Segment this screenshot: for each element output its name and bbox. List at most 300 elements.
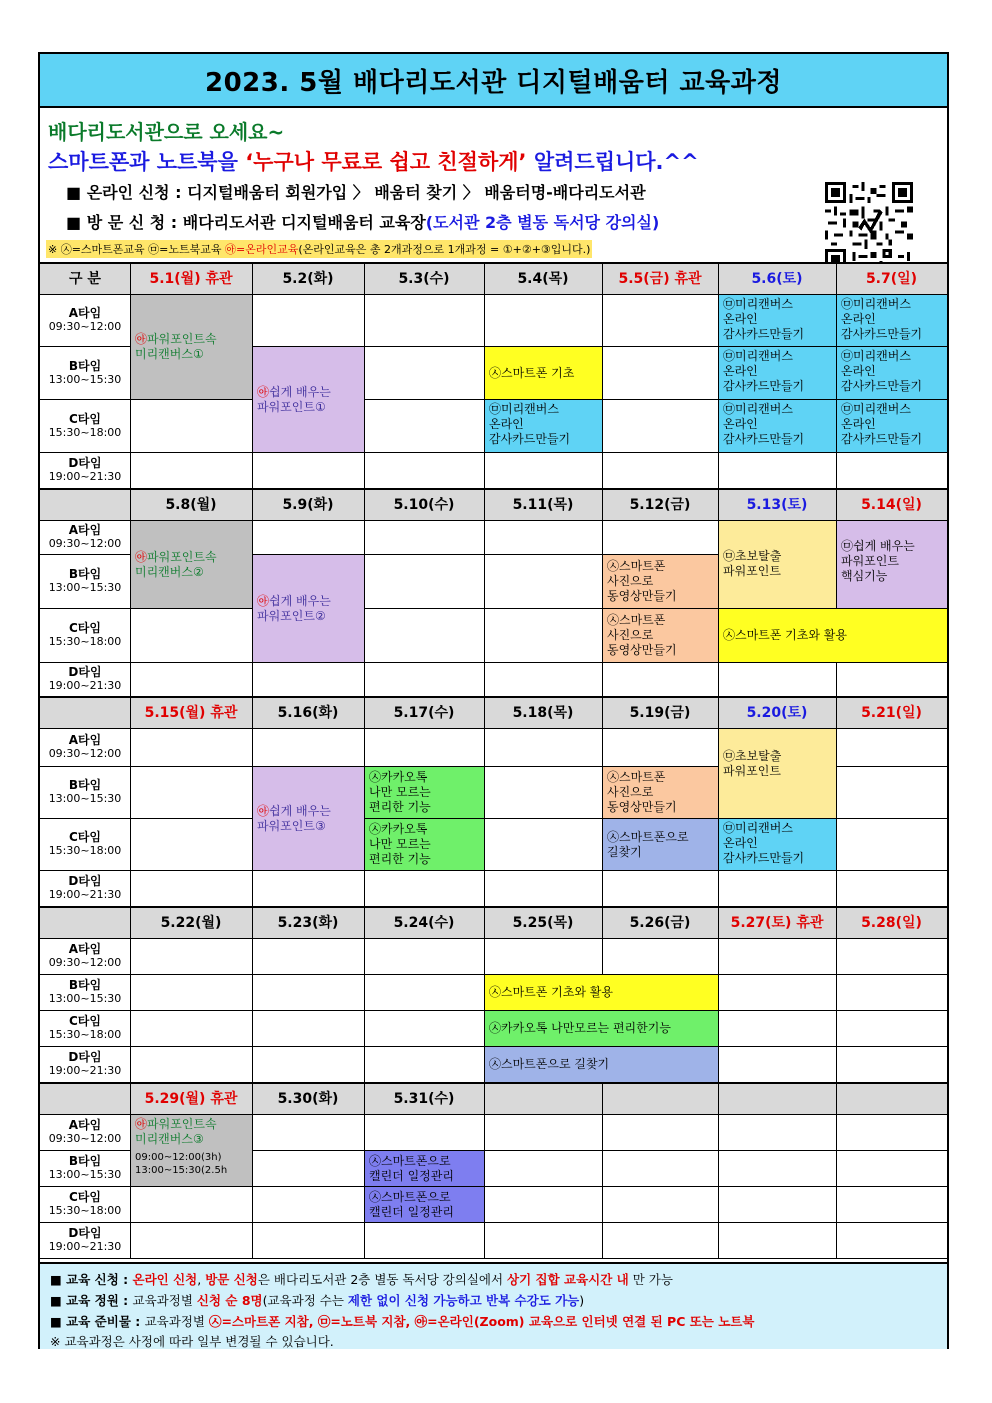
event-text: 미리캔버스②: [135, 564, 204, 579]
event-line: [257, 819, 360, 834]
day-header: 5.7(일): [865, 271, 918, 287]
event-kakao-wide: [484, 1010, 719, 1047]
event-line: [607, 613, 714, 628]
col-line: [836, 906, 837, 1082]
day-header: 5.26(금): [629, 915, 691, 931]
event-line: [841, 364, 943, 379]
event-text: 온라인: [489, 417, 524, 431]
page-title: 2023. 5월 배다리도서관 디지털배움터 교육과정: [40, 54, 947, 108]
event-line: [135, 1117, 248, 1132]
footer-capacity-repeat: 제한 없이 신청 가능하고 반복 수강도 가능: [347, 1293, 580, 1308]
event-text: 파워포인트②: [257, 608, 326, 623]
event-text: ㉦스마트폰: [607, 613, 666, 627]
day-header: 5.18(목): [512, 705, 574, 721]
online-apply-text: 디지털배움터 회원가입 〉 배움터 찾기 〉 배움터명-배다리도서관: [187, 183, 646, 202]
event-misa-card: [718, 294, 837, 347]
event-text: 온라인: [723, 836, 758, 850]
footer-capacity-end: ): [579, 1293, 585, 1308]
slot-time: 19:00~21:30: [48, 679, 122, 692]
event-text: 핵심기능: [841, 569, 888, 583]
event-text: 나만 모르는: [369, 785, 431, 799]
event-text: 캘린더 일정관리: [369, 1168, 454, 1183]
event-text: 편리한 기능: [369, 800, 431, 814]
footer-materials-items: ㉦=스마트폰 지참, ㉤=노트북 지참, ㉵=온라인(Zoom) 교육으로 인터넷 연결 된 PC 또는 노트북: [208, 1314, 755, 1329]
event-line: [369, 1205, 480, 1220]
day-header: 5.25(목): [512, 915, 574, 931]
col-line: [836, 1082, 837, 1258]
welcome-text: 배다리도서관으로 오세요~: [48, 120, 285, 144]
event-line: [841, 297, 943, 312]
footer-apply-mid: 은 배다리도서관 2층 별동 독서당 강의실에서: [257, 1272, 508, 1287]
event-text: 쉽게 배우는: [269, 384, 331, 399]
event-text: ㉦스마트폰 기초와 활용: [723, 628, 847, 642]
event-text: ㉦카카오톡: [369, 822, 428, 836]
event-ppt-misa-3: [130, 1114, 253, 1187]
time-slot-label: [40, 1222, 130, 1258]
event-text: ㉦스마트폰: [607, 559, 666, 573]
event-text: ㉤미리캔버스: [723, 349, 793, 363]
event-line: [723, 749, 832, 764]
event-line: [257, 804, 360, 819]
slot-name: B타임: [68, 978, 102, 992]
visit-apply-label: ■ 방 문 신 청 :: [66, 213, 183, 232]
event-note: [135, 1164, 248, 1177]
event-ppt-easy-1: [252, 346, 365, 453]
event-line: [369, 1154, 480, 1169]
tagline-quote: ‘누구나 무료로 쉽고 친절하게’: [245, 150, 527, 174]
day-header: 5.5(금) 휴관: [618, 271, 702, 287]
slot-time: 13:00~15:30: [48, 372, 122, 386]
event-text: 온라인: [841, 312, 876, 326]
event-line: [135, 332, 248, 347]
event-line: [257, 385, 360, 400]
event-text: 온라인: [723, 364, 758, 378]
col-line: [718, 1082, 719, 1258]
tagline-post: 알려드립니다.^^: [526, 150, 699, 174]
time-slot-label: [40, 1010, 130, 1046]
footer-capacity-count: 신청 순 8명: [196, 1293, 263, 1308]
event-line: [607, 643, 714, 658]
event-note: [135, 1151, 248, 1164]
day-header: [602, 1082, 718, 1114]
online-mark-icon: ㉵: [135, 549, 148, 564]
event-text: 파워포인트속: [147, 549, 217, 564]
day-header: 5.31(수): [393, 1091, 455, 1107]
day-header: [484, 1082, 602, 1114]
event-line: [841, 379, 943, 394]
day-header: 5.3(수): [398, 271, 450, 287]
time-slot-label: [40, 728, 130, 766]
footer-apply: [50, 1270, 673, 1288]
time-slot-label: [40, 870, 130, 906]
time-slot-label: [40, 520, 130, 554]
event-line: [607, 559, 714, 574]
slot-time: 13:00~15:30: [48, 992, 122, 1005]
event-text: 파워포인트속: [147, 332, 217, 346]
footer-notes: [40, 1262, 947, 1349]
event-text: 동영상만들기: [607, 643, 677, 657]
legend-pre: ※ ㉦=스마트폰교육 ㉤=노트북교육: [48, 243, 226, 256]
event-text: ㉤미리캔버스: [841, 402, 911, 416]
slot-name: B타임: [68, 1154, 102, 1168]
event-text: 파워포인트①: [257, 399, 326, 414]
event-line: [841, 312, 943, 327]
event-line: [723, 402, 832, 417]
event-smart-calendar: [364, 1150, 485, 1187]
event-line: [369, 800, 480, 815]
event-text: 사진으로: [607, 574, 654, 588]
time-slot-label: [40, 974, 130, 1010]
col-line: [130, 696, 131, 906]
slot-name: A타임: [68, 306, 102, 320]
event-smart-photo: [602, 608, 719, 663]
footer-online-apply: 온라인 신청: [132, 1272, 198, 1287]
event-misa-card: [836, 346, 948, 400]
visit-apply: [66, 210, 659, 233]
event-line: [489, 366, 598, 381]
day-header: 5.29(월) 휴관: [144, 1091, 238, 1107]
time-slot-label: [40, 938, 130, 974]
day-header: 5.8(월): [165, 497, 217, 513]
event-text: 미리캔버스①: [135, 347, 204, 361]
event-line: [607, 800, 714, 815]
slot-name: B타임: [68, 778, 102, 792]
event-kakao: [364, 766, 485, 819]
day-header: 5.15(월) 휴관: [144, 705, 238, 721]
event-smart-photo: [602, 766, 719, 819]
header-line: [40, 938, 947, 939]
slot-time: 13:00~15:30: [48, 581, 122, 594]
event-text: ㉤미리캔버스: [841, 297, 911, 311]
online-apply-label: ■ 온라인 신청 :: [66, 183, 188, 202]
footer-capacity-mid2: (교육과정 수는: [262, 1293, 348, 1308]
event-text: 쉽게 배우는: [269, 593, 331, 608]
event-smart-basic-use: [484, 974, 719, 1011]
footer-capacity-mid: 교육과정별: [132, 1293, 197, 1308]
online-mark-icon: ㉵: [135, 332, 148, 346]
time-slot-label: [40, 1186, 130, 1222]
day-header: 5.1(월) 휴관: [149, 271, 233, 287]
event-line: [135, 1132, 248, 1147]
event-line: [135, 347, 248, 362]
event-text: 09:00~12:00(3h): [135, 1152, 222, 1163]
event-line: [841, 569, 943, 584]
event-text: ㉤쉽게 배우는: [841, 539, 915, 553]
slot-time: 09:30~12:00: [48, 1132, 122, 1145]
slot-time: 15:30~18:00: [48, 1204, 122, 1217]
event-misa-card: [836, 294, 948, 347]
event-kakao: [364, 818, 485, 871]
schedule-poster: [38, 52, 949, 1349]
event-text: 감사카드만들기: [841, 379, 923, 393]
col-line: [484, 488, 485, 696]
event-misa-card: [718, 346, 837, 400]
event-text: ㉤미리캔버스: [723, 821, 793, 835]
event-smart-map: [602, 818, 719, 871]
event-line: [841, 432, 943, 447]
event-line: [257, 400, 360, 415]
event-text: ㉤미리캔버스: [723, 402, 793, 416]
event-line: [489, 432, 598, 447]
slot-name: C타임: [69, 411, 101, 426]
event-line: [489, 1057, 714, 1072]
event-line: [723, 628, 943, 643]
event-line: [723, 836, 832, 851]
event-text: 파워포인트속: [147, 1117, 217, 1131]
footer-disclaimer: ※ 교육과정은 사정에 따라 일부 변경될 수 있습니다.: [50, 1334, 334, 1349]
event-text: 파워포인트: [723, 764, 781, 778]
day-header: 5.21(일): [861, 705, 922, 721]
legend: [46, 240, 592, 258]
event-line: [369, 1169, 480, 1184]
event-text: 온라인: [841, 364, 876, 378]
event-line: [489, 417, 598, 432]
event-line: [369, 852, 480, 867]
event-text: 감사카드만들기: [841, 432, 923, 446]
slot-time: 09:30~12:00: [48, 956, 122, 969]
time-slot-label: [40, 554, 130, 608]
footer-sep: ,: [197, 1272, 206, 1287]
event-text: ㉤미리캔버스: [489, 402, 559, 416]
col-line: [364, 906, 365, 1082]
day-header: 5.28(일): [861, 915, 922, 931]
day-header: [718, 1082, 836, 1114]
event-text: ㉦스마트폰 기초와 활용: [489, 985, 613, 999]
event-text: 감사카드만들기: [723, 851, 805, 865]
day-header: 5.13(토): [746, 497, 808, 513]
event-line: [135, 550, 248, 565]
event-text: ㉦스마트폰: [607, 770, 666, 784]
event-easy-ppt-core: [836, 520, 948, 609]
footer-apply-end: 만 가능: [628, 1272, 673, 1287]
event-smart-basic-use: [718, 608, 948, 663]
corner-label: 구 분: [69, 271, 101, 287]
slot-time: 19:00~21:30: [48, 1064, 122, 1077]
online-apply: [66, 180, 646, 203]
event-text: 감사카드만들기: [841, 327, 923, 341]
event-text: 쉽게 배우는: [269, 803, 331, 818]
footer-materials-mid: 교육과정별: [144, 1314, 209, 1329]
event-text: 캘린더 일정관리: [369, 1204, 454, 1219]
day-header: 5.17(수): [393, 705, 455, 721]
event-line: [841, 539, 943, 554]
event-line: [723, 379, 832, 394]
time-slot-label: [40, 818, 130, 870]
footer-materials-label: ■ 교육 준비물 :: [50, 1314, 145, 1329]
event-line: [841, 349, 943, 364]
event-text: ㉤초보탈출: [723, 549, 782, 563]
event-line: [257, 609, 360, 624]
event-line: [841, 327, 943, 342]
slot-time: 09:30~12:00: [48, 320, 122, 333]
day-header: 5.6(토): [751, 271, 803, 287]
day-header: 5.16(화): [277, 705, 339, 721]
event-smart-photo: [602, 554, 719, 609]
day-header: [836, 1082, 947, 1114]
event-misa-card: [484, 399, 603, 453]
slot-name: D타임: [68, 665, 102, 679]
online-mark-icon: ㉵: [135, 1117, 148, 1131]
event-text: 동영상만들기: [607, 800, 677, 814]
event-line: [723, 297, 832, 312]
day-header: 5.22(월): [160, 915, 222, 931]
time-slot-label: [40, 294, 130, 346]
day-header: 5.30(화): [277, 1091, 339, 1107]
footer-materials: [50, 1312, 754, 1330]
event-line: [369, 785, 480, 800]
event-text: 사진으로: [607, 628, 654, 642]
event-line: [489, 1021, 714, 1036]
day-header: 5.19(금): [629, 705, 691, 721]
event-text: ㉦스마트폰으로 길찾기: [489, 1057, 610, 1071]
day-header: 5.10(수): [393, 497, 455, 513]
event-line: [723, 549, 832, 564]
event-line: [723, 764, 832, 779]
event-smart-map-wide: [484, 1046, 719, 1083]
event-text: ㉦카카오톡 나만모르는 편리한기능: [489, 1021, 671, 1035]
event-text: 나만 모르는: [369, 837, 431, 851]
row-line: [40, 1258, 947, 1259]
slot-name: A타임: [68, 1118, 102, 1132]
event-text: 온라인: [723, 312, 758, 326]
day-header: 5.24(수): [393, 915, 455, 931]
event-line: [135, 565, 248, 580]
event-line: [841, 417, 943, 432]
event-line: [369, 1190, 480, 1205]
slot-time: 09:30~12:00: [48, 747, 122, 760]
row-line: [40, 1222, 947, 1223]
day-header: 5.12(금): [629, 497, 691, 513]
legend-note: (온라인교육은 총 2개과정으로 1개과정 = ①+②+③입니다.): [298, 243, 591, 256]
event-line: [607, 845, 714, 860]
time-slot-label: [40, 1046, 130, 1082]
event-line: [607, 830, 714, 845]
event-line: [723, 312, 832, 327]
event-line: [723, 364, 832, 379]
event-line: [723, 821, 832, 836]
event-text: ㉦스마트폰으로: [369, 1153, 451, 1168]
slot-time: 13:00~15:30: [48, 792, 122, 805]
day-header: 5.11(목): [512, 497, 574, 513]
event-text: 감사카드만들기: [723, 327, 805, 341]
online-mark-icon: ㉵: [257, 803, 270, 818]
event-line: [723, 327, 832, 342]
slot-name: C타임: [69, 621, 101, 635]
day-header: 5.4(목): [517, 271, 569, 287]
event-line: [723, 564, 832, 579]
online-mark-icon: ㉵: [257, 384, 270, 399]
event-text: ㉤미리캔버스: [723, 297, 793, 311]
event-line: [369, 837, 480, 852]
event-text: ㉦스마트폰으로: [607, 829, 689, 844]
event-text: ㉤미리캔버스: [841, 349, 911, 363]
footer-capacity: [50, 1291, 584, 1309]
event-text: 파워포인트: [723, 564, 781, 578]
online-mark-icon: ㉵: [257, 593, 270, 608]
event-ppt-easy-3: [252, 766, 365, 871]
event-text: 13:00~15:30(2.5h: [135, 1165, 228, 1176]
day-header: 5.23(화): [277, 915, 339, 931]
event-text: 온라인: [723, 417, 758, 431]
event-text: ㉦스마트폰으로: [369, 1189, 451, 1204]
event-line: [489, 985, 714, 1000]
event-line: [257, 594, 360, 609]
event-text: 길찾기: [607, 844, 642, 859]
event-line: [723, 851, 832, 866]
event-line: [607, 628, 714, 643]
legend-online: ㉵=온라인교육: [225, 243, 299, 256]
time-slot-label: [40, 452, 130, 488]
visit-apply-text: 배다리도서관 디지털배움터 교육장: [182, 213, 426, 232]
event-misa-card: [836, 399, 948, 453]
event-line: [723, 417, 832, 432]
event-line: [607, 589, 714, 604]
slot-time: 19:00~21:30: [48, 470, 122, 483]
event-line: [369, 770, 480, 785]
event-text: 감사카드만들기: [723, 379, 805, 393]
slot-time: 19:00~21:30: [48, 888, 122, 901]
slot-time: 15:30~18:00: [48, 425, 122, 439]
day-header: 5.27(토) 휴관: [730, 915, 824, 931]
event-line: [841, 554, 943, 569]
time-slot-label: [40, 662, 130, 696]
slot-name: B타임: [68, 358, 102, 373]
event-ppt-misa-1: [130, 294, 253, 400]
event-line: [607, 785, 714, 800]
event-text: 동영상만들기: [607, 589, 677, 603]
slot-name: D타임: [68, 1226, 102, 1240]
event-text: 파워포인트③: [257, 818, 326, 833]
slot-time: 09:30~12:00: [48, 537, 122, 550]
slot-name: A타임: [68, 733, 102, 747]
time-slot-label: [40, 1114, 130, 1150]
event-text: 온라인: [841, 417, 876, 431]
event-line: [489, 402, 598, 417]
event-misa-card: [718, 399, 837, 453]
col-line: [130, 906, 131, 1082]
qr-code-icon[interactable]: [825, 182, 913, 270]
event-text: 편리한 기능: [369, 852, 431, 866]
day-header: 5.20(토): [746, 705, 808, 721]
event-beginner-ppt: [718, 728, 837, 819]
slot-time: 15:30~18:00: [48, 844, 122, 857]
time-slot-label: [40, 346, 130, 399]
slot-name: B타임: [68, 567, 102, 581]
time-slot-label: [40, 608, 130, 662]
tagline: [48, 146, 699, 176]
visit-apply-location: (도서관 2층 별동 독서당 강의실): [425, 213, 660, 232]
slot-time: 15:30~18:00: [48, 635, 122, 648]
slot-name: D타임: [68, 456, 102, 470]
event-line: [723, 349, 832, 364]
event-ppt-easy-2: [252, 554, 365, 663]
tagline-pre: 스마트폰과 노트북을: [48, 150, 246, 174]
event-text: ㉦스마트폰 기초: [489, 365, 575, 380]
col-line: [602, 1082, 603, 1258]
col-line: [252, 906, 253, 1082]
event-text: 사진으로: [607, 785, 654, 799]
event-line: [369, 822, 480, 837]
event-beginner-ppt: [718, 520, 837, 609]
footer-apply-time: 상기 집합 교육시간 내: [507, 1272, 629, 1287]
event-text: 감사카드만들기: [723, 432, 805, 446]
event-ppt-misa-2: [130, 520, 253, 609]
time-slot-label: [40, 1150, 130, 1186]
slot-name: A타임: [68, 523, 102, 537]
slot-time: 13:00~15:30: [48, 1168, 122, 1181]
slot-name: C타임: [69, 830, 101, 844]
footer-capacity-label: ■ 교육 정원 :: [50, 1293, 133, 1308]
